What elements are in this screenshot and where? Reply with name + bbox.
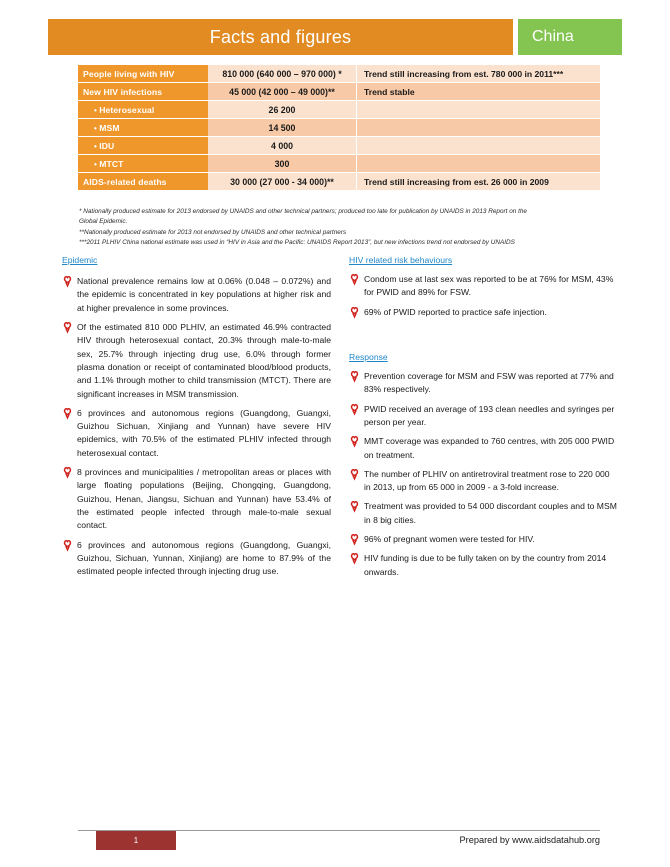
list-item-text: 6 provinces and autonomous regions (Guangdong, Guangxi, Guizhou Sichuan, Xinjiang and Yunnan) have severe HIV epidemics, with 70.5% of the estimated PLHIV infected through heterosexual contact. [77,407,331,458]
list-item-text: HIV funding is due to be fully taken on by the country from 2014 onwards. [364,553,607,577]
table-row [78,137,600,154]
list-item-text: 6 provinces and autonomous regions (Guangdong, Guangxi, Guizhou, Sichuan, Yunnan, Xinjiang) are home to 87.9% of the estimated people infected through injecting drug use. [77,539,331,577]
list-item-text: 96% of pregnant women were tested for HIV. [364,534,535,545]
aids-ribbon-icon [349,436,360,448]
table-cell-trend: Trend stable [356,83,600,100]
list-item-text: MMT coverage was expanded to 760 centres, with 205 000 PWID on treatment. [364,436,615,460]
list-item [62,539,331,579]
table-cell-indicator: AIDS-related deaths [78,173,208,190]
footnote-line: **Nationally produced estimate for 2013 not endorsed by UNAIDS and other technical partners [79,228,347,236]
footnote-line: ***2011 PLHIV China national estimate was used in “HIV in Asia and the Pacific: UNAIDS Report 2013”, but new infections trend not endorsed by UNAIDS [79,239,515,247]
aids-ribbon-icon [62,276,73,288]
list-item [349,552,618,579]
aids-ribbon-icon [62,467,73,479]
list-item [62,466,331,533]
table-cell-estimate: 14 500 [208,119,356,136]
column-left [62,250,331,585]
section-heading-risk-behaviours[interactable]: HIV related risk behaviours [349,255,453,265]
table-cell-estimate: 810 000 (640 000 – 970 000) * [208,65,356,82]
table-cell-estimate: 4 000 [208,137,356,154]
table-row [78,155,600,172]
list-item [349,435,618,462]
list-item-text: National prevalence remains low at 0.06% (0.048 – 0.072%) and the epidemic is concentrated in key populations at higher risk and at higher prevalence in some provinces. [77,276,331,313]
aids-ribbon-icon [349,371,360,383]
table-cell-indicator: • MSM [78,119,208,136]
page-title: Facts and figures [48,19,513,55]
list-item-text: 8 provinces and municipalities / metropolitan areas or places with large floating populations (Beijing, Chongqing, Guangdong, Guizhou, Henan, Jiangsu, Sichuan and Yunnan) have 53.4% of the estimated people infected through male-to-male sexual contact. [77,467,331,531]
aids-ribbon-icon [349,274,360,286]
list-item [349,500,618,527]
table-cell-indicator: New HIV infections [78,83,208,100]
list-item-text: Condom use at last sex was reported to be at 76% for MSM, 43% for PWID and 89% for FSW. [364,274,614,298]
aids-ribbon-icon [349,307,360,319]
aids-ribbon-icon [62,540,73,552]
table-row [78,65,600,82]
table-row [78,173,600,190]
list-item [349,403,618,430]
list-item-text: 69% of PWID reported to practice safe injection. [364,306,547,317]
risk-behaviours-bullet-list [349,273,618,319]
list-item [62,407,331,460]
aids-ribbon-icon [349,469,360,481]
table-row [78,119,600,136]
aids-ribbon-icon [349,534,360,546]
table-row [78,83,600,100]
list-item [349,306,618,319]
footnote-line: Global Epidemic. [79,218,128,226]
table-cell-indicator: People living with HIV [78,65,208,82]
page-header [48,19,622,55]
table-cell-trend [356,119,600,136]
list-item-text: The number of PLHIV on antiretroviral treatment rose to 220 000 in 2013, up from 65 000 in 2009 - a 3-fold increase. [364,468,610,493]
list-item-text: PWID received an average of 193 clean needles and syringes per person per year. [364,403,615,427]
table-cell-indicator: • IDU [78,137,208,154]
response-bullet-list [349,370,618,579]
table-cell-estimate: 45 000 (42 000 – 49 000)** [208,83,356,100]
table-cell-indicator: • MTCT [78,155,208,172]
list-item [349,273,618,300]
aids-ribbon-icon [349,501,360,513]
list-item-text: Prevention coverage for MSM and FSW was reported at 77% and 83% respectively. [364,370,614,395]
country-badge: China [518,19,622,55]
section-heading-response[interactable]: Response [349,351,388,362]
table-cell-estimate: 30 000 (27 000 - 34 000)** [208,173,356,190]
facts-table [78,64,600,191]
table-cell-estimate: 26 200 [208,101,356,118]
column-right [349,250,618,585]
footnote-line: * Nationally produced estimate for 2013 endorsed by UNAIDS and other technical partners; produced too late for publication by UNAIDS in 2013 Report on the [79,208,527,215]
facts-table-body [78,65,600,190]
table-footnotes [79,207,601,249]
list-item [349,370,618,397]
list-item [62,275,331,315]
table-cell-trend: Trend still increasing from est. 26 000 in 2009 [356,173,600,190]
section-heading-epidemic[interactable]: Epidemic [62,255,98,265]
list-item-text: Of the estimated 810 000 PLHIV, an estimated 46.9% contracted HIV through heterosexual contact, 20.3% through male-to-male sex, 25.7% through injecting drug use, 6.0% through former plasma donation or receipt of contaminated blood/blood products, and 1.1% through mother to child transmission (MTCT). There are significant increases in MSM transmission. [77,321,331,399]
table-cell-trend [356,137,600,154]
page-number-badge: 1 [96,831,176,850]
list-item-text: Treatment was provided to 54 000 discordant couples and to MSM in 8 big cities. [364,501,617,525]
table-cell-trend [356,101,600,118]
section-spacer [349,325,618,347]
table-cell-estimate: 300 [208,155,356,172]
list-item [62,321,331,401]
list-item [349,468,618,495]
epidemic-bullet-list [62,275,331,579]
prepared-by-label: Prepared by www.aidsdatahub.org [459,835,600,845]
table-cell-indicator: • Heterosexual [78,101,208,118]
aids-ribbon-icon [62,408,73,420]
aids-ribbon-icon [62,322,73,334]
list-item [349,533,618,546]
aids-ribbon-icon [349,553,360,565]
aids-ribbon-icon [349,404,360,416]
table-row [78,101,600,118]
content-columns [62,250,618,585]
table-cell-trend [356,155,600,172]
table-cell-trend: Trend still increasing from est. 780 000 in 2011*** [356,65,600,82]
